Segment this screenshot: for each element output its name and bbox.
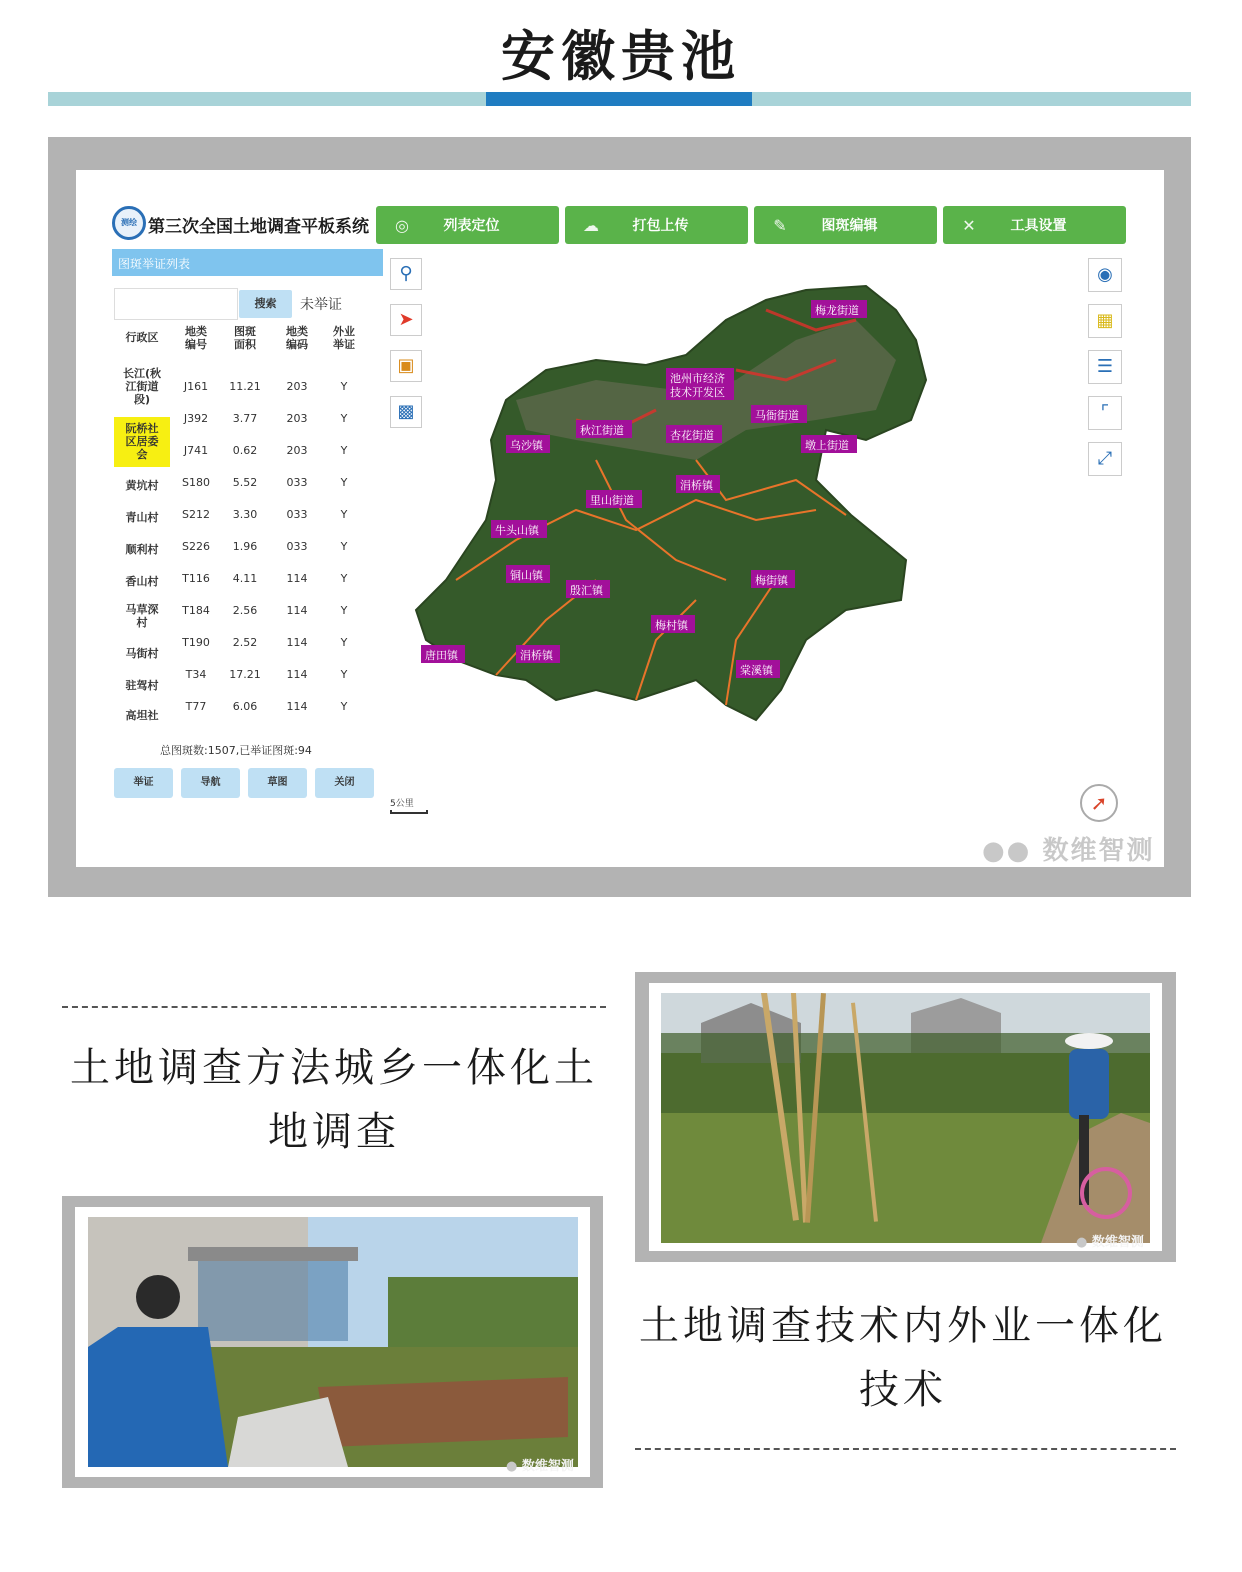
photo-person xyxy=(88,1327,228,1467)
caption-left-line1: 土地调查方法城乡一体化土 xyxy=(70,1045,598,1091)
caption-right-line1: 土地调查技术内外业一体化 xyxy=(639,1303,1167,1349)
table-row[interactable] xyxy=(176,403,376,435)
map-place-label[interactable]: 杏花街道 xyxy=(670,429,714,442)
map-place-label[interactable]: 唐田镇 xyxy=(425,649,458,662)
book-icon[interactable]: ▣ xyxy=(390,350,422,382)
app-logo: 测绘 xyxy=(112,206,146,240)
cell-proof: Y xyxy=(340,636,348,649)
close-button[interactable]: 关闭 xyxy=(315,768,374,798)
toolbar xyxy=(376,206,1126,244)
table-row[interactable] xyxy=(176,531,376,563)
map-place-label[interactable]: 墩上街道 xyxy=(805,439,849,452)
scale-bar xyxy=(390,810,428,814)
panel-actions xyxy=(114,768,374,798)
cell-code: 114 xyxy=(286,700,308,713)
district-item[interactable]: 马街村 xyxy=(125,647,159,660)
cell-area: 2.56 xyxy=(232,604,258,617)
column-header: 图斑 面积 xyxy=(234,325,256,351)
caption-right xyxy=(630,1294,1176,1422)
toolbar-label: 打包上传 xyxy=(632,218,689,234)
toolbar-label: 列表定位 xyxy=(443,218,500,234)
search-button[interactable]: 搜索 xyxy=(239,290,292,318)
cell-proof: Y xyxy=(340,380,348,393)
cell-code: 033 xyxy=(286,508,308,521)
cell-id: T184 xyxy=(182,604,210,617)
photo-wall xyxy=(318,1377,568,1447)
patch-edit-button[interactable] xyxy=(754,206,937,244)
table-row[interactable] xyxy=(176,563,376,595)
table-row[interactable] xyxy=(176,659,376,691)
search-input[interactable] xyxy=(114,288,238,320)
cell-area: 11.21 xyxy=(229,380,261,393)
filter-unproved[interactable]: 未举证 xyxy=(300,297,342,313)
table-row[interactable] xyxy=(176,371,376,403)
cell-code: 033 xyxy=(286,540,308,553)
cell-proof: Y xyxy=(340,572,348,585)
trash-icon[interactable]: ▩ xyxy=(390,396,422,428)
map-place-label[interactable]: 殷汇镇 xyxy=(570,584,603,597)
proof-button[interactable]: 举证 xyxy=(114,768,173,798)
map-place-label[interactable]: 技术开发区 xyxy=(670,386,725,399)
cell-area: 17.21 xyxy=(229,668,261,681)
search-row xyxy=(114,288,376,320)
layers-icon[interactable]: ☰ xyxy=(1088,350,1122,384)
cell-code: 203 xyxy=(286,444,308,457)
table-row[interactable] xyxy=(176,691,376,723)
title-underline-accent xyxy=(486,92,752,106)
map-place-label[interactable]: 乌沙镇 xyxy=(510,439,543,452)
table-row[interactable] xyxy=(176,595,376,627)
map-place-label[interactable]: 牛头山镇 xyxy=(495,524,539,537)
table-row[interactable] xyxy=(176,467,376,499)
cell-area: 1.96 xyxy=(232,540,258,553)
photo-shed xyxy=(198,1261,348,1341)
cell-code: 203 xyxy=(286,412,308,425)
divider-dashed xyxy=(62,1006,606,1008)
watermark-text: 数维智测 xyxy=(1091,1235,1144,1250)
table-row[interactable] xyxy=(176,627,376,659)
cell-id: S180 xyxy=(182,476,210,489)
cell-code: 033 xyxy=(286,476,308,489)
cell-area: 2.52 xyxy=(232,636,258,649)
cloud-upload-icon: ☁ xyxy=(583,215,599,235)
photo-watermark-right xyxy=(1076,1231,1144,1250)
wechat-icon: ●● xyxy=(982,836,1043,866)
sketch-button[interactable]: 草图 xyxy=(248,768,307,798)
caption-left xyxy=(56,1036,612,1164)
column-header: 外业 举证 xyxy=(333,325,355,351)
cell-area: 3.77 xyxy=(232,412,258,425)
cell-proof: Y xyxy=(340,604,348,617)
cell-code: 114 xyxy=(286,668,308,681)
cell-id: T77 xyxy=(185,700,207,713)
locate-arrow-icon[interactable]: ➤ xyxy=(390,304,422,336)
map-place-label[interactable]: 梅街镇 xyxy=(755,574,788,587)
map-place-label[interactable]: 池州市经济 xyxy=(670,372,725,385)
measure-icon[interactable]: ⌜ xyxy=(1088,396,1122,430)
panel-header: 图斑举证列表 xyxy=(112,249,383,276)
globe-icon[interactable]: ◉ xyxy=(1088,258,1122,292)
compass-icon[interactable]: ➚ xyxy=(1080,784,1118,822)
table-row[interactable] xyxy=(176,499,376,531)
cell-code: 114 xyxy=(286,572,308,585)
district-item[interactable]: 长江(秋 江街道 段) xyxy=(122,367,162,406)
grid-icon[interactable]: ▦ xyxy=(1088,304,1122,338)
patch-summary: 总图斑数:1507,已举证图斑:94 xyxy=(160,744,312,757)
watermark-text: 数维智测 xyxy=(521,1459,574,1474)
cell-code: 203 xyxy=(286,380,308,393)
search-icon[interactable]: ⚲ xyxy=(390,258,422,290)
toolbar-label: 工具设置 xyxy=(1010,218,1067,234)
cell-id: J392 xyxy=(183,412,209,425)
map-place-label[interactable]: 梅村镇 xyxy=(655,619,688,632)
table-row[interactable] xyxy=(176,435,376,467)
toolbar-label: 图斑编辑 xyxy=(821,218,878,234)
column-header: 地类 编号 xyxy=(185,325,207,351)
column-header: 地类 编码 xyxy=(286,325,308,351)
cell-id: T190 xyxy=(182,636,210,649)
map-place-label[interactable]: 马衙街道 xyxy=(755,409,799,422)
cell-proof: Y xyxy=(340,476,348,489)
navigate-button[interactable]: 导航 xyxy=(181,768,240,798)
map-place-label[interactable]: 涓桥镇 xyxy=(680,479,713,492)
package-upload-button[interactable] xyxy=(565,206,748,244)
wechat-icon: ● xyxy=(506,1459,522,1474)
cell-area: 3.30 xyxy=(232,508,258,521)
fullscreen-icon[interactable]: ⤢ xyxy=(1088,442,1122,476)
list-target-icon: ◎ xyxy=(395,215,409,235)
cell-id: J741 xyxy=(183,444,209,457)
cell-proof: Y xyxy=(340,668,348,681)
map-place-label[interactable]: 里山街道 xyxy=(590,494,634,507)
cell-proof: Y xyxy=(340,700,348,713)
photo-person xyxy=(1069,1049,1109,1119)
cell-area: 4.11 xyxy=(232,572,258,585)
photo-roof xyxy=(188,1247,358,1261)
column-header: 行政区 xyxy=(125,331,159,344)
map-place-label[interactable]: 涓桥镇 xyxy=(520,649,553,662)
satellite-map[interactable] xyxy=(396,280,1036,750)
watermark-text: 数维智测 xyxy=(1042,836,1155,866)
map-place-label[interactable]: 梅龙街道 xyxy=(815,304,859,317)
map-place-label[interactable]: 棠溪镇 xyxy=(740,664,773,677)
cell-proof: Y xyxy=(340,412,348,425)
cell-area: 6.06 xyxy=(232,700,258,713)
cell-code: 114 xyxy=(286,604,308,617)
map-place-label[interactable]: 秋江街道 xyxy=(580,424,624,437)
photo-trees xyxy=(388,1277,578,1357)
photo-watermark-left xyxy=(506,1455,574,1474)
tool-settings-button[interactable] xyxy=(943,206,1126,244)
app-title: 第三次全国土地调查平板系统 xyxy=(148,217,369,237)
wechat-icon: ● xyxy=(1076,1235,1092,1250)
cell-id: S226 xyxy=(182,540,210,553)
scale-label: 5公里 xyxy=(390,799,414,809)
photo-hat xyxy=(1065,1033,1113,1049)
caption-left-line2: 地调查 xyxy=(268,1109,400,1155)
cell-proof: Y xyxy=(340,508,348,521)
divider-dashed xyxy=(635,1448,1176,1450)
list-locate-button[interactable] xyxy=(376,206,559,244)
tools-icon: ✕ xyxy=(962,215,976,235)
map-place-label[interactable]: 铜山镇 xyxy=(510,569,543,582)
photo-person-head xyxy=(136,1275,180,1319)
cell-proof: Y xyxy=(340,540,348,553)
district-item[interactable]: 顺利村 xyxy=(125,543,159,556)
watermark xyxy=(982,830,1154,867)
cell-id: T34 xyxy=(185,668,207,681)
district-item[interactable]: 驻驾村 xyxy=(125,679,159,692)
cell-proof: Y xyxy=(340,444,348,457)
cell-area: 5.52 xyxy=(232,476,258,489)
caption-right-line2: 技术 xyxy=(859,1367,947,1413)
cell-id: T116 xyxy=(182,572,210,585)
district-item[interactable]: 黄坑村 xyxy=(125,479,159,492)
district-item[interactable]: 马草深 村 xyxy=(125,603,159,629)
field-survey-photo-yard xyxy=(88,1217,578,1467)
cell-area: 0.62 xyxy=(232,444,258,457)
district-item[interactable]: 香山村 xyxy=(125,575,159,588)
district-item[interactable]: 青山村 xyxy=(125,511,159,524)
field-survey-photo-bike xyxy=(661,993,1150,1243)
patch-table xyxy=(114,325,376,725)
cell-code: 114 xyxy=(286,636,308,649)
district-item-selected[interactable]: 阮桥社 区居委 会 xyxy=(114,417,170,467)
tablet-screen xyxy=(76,170,1164,867)
district-item[interactable]: 高坦社 xyxy=(125,709,159,722)
edit-icon: ✎ xyxy=(773,215,787,235)
page-title: 安徽贵池 xyxy=(501,25,741,88)
cell-id: J161 xyxy=(183,380,209,393)
cell-id: S212 xyxy=(182,508,210,521)
